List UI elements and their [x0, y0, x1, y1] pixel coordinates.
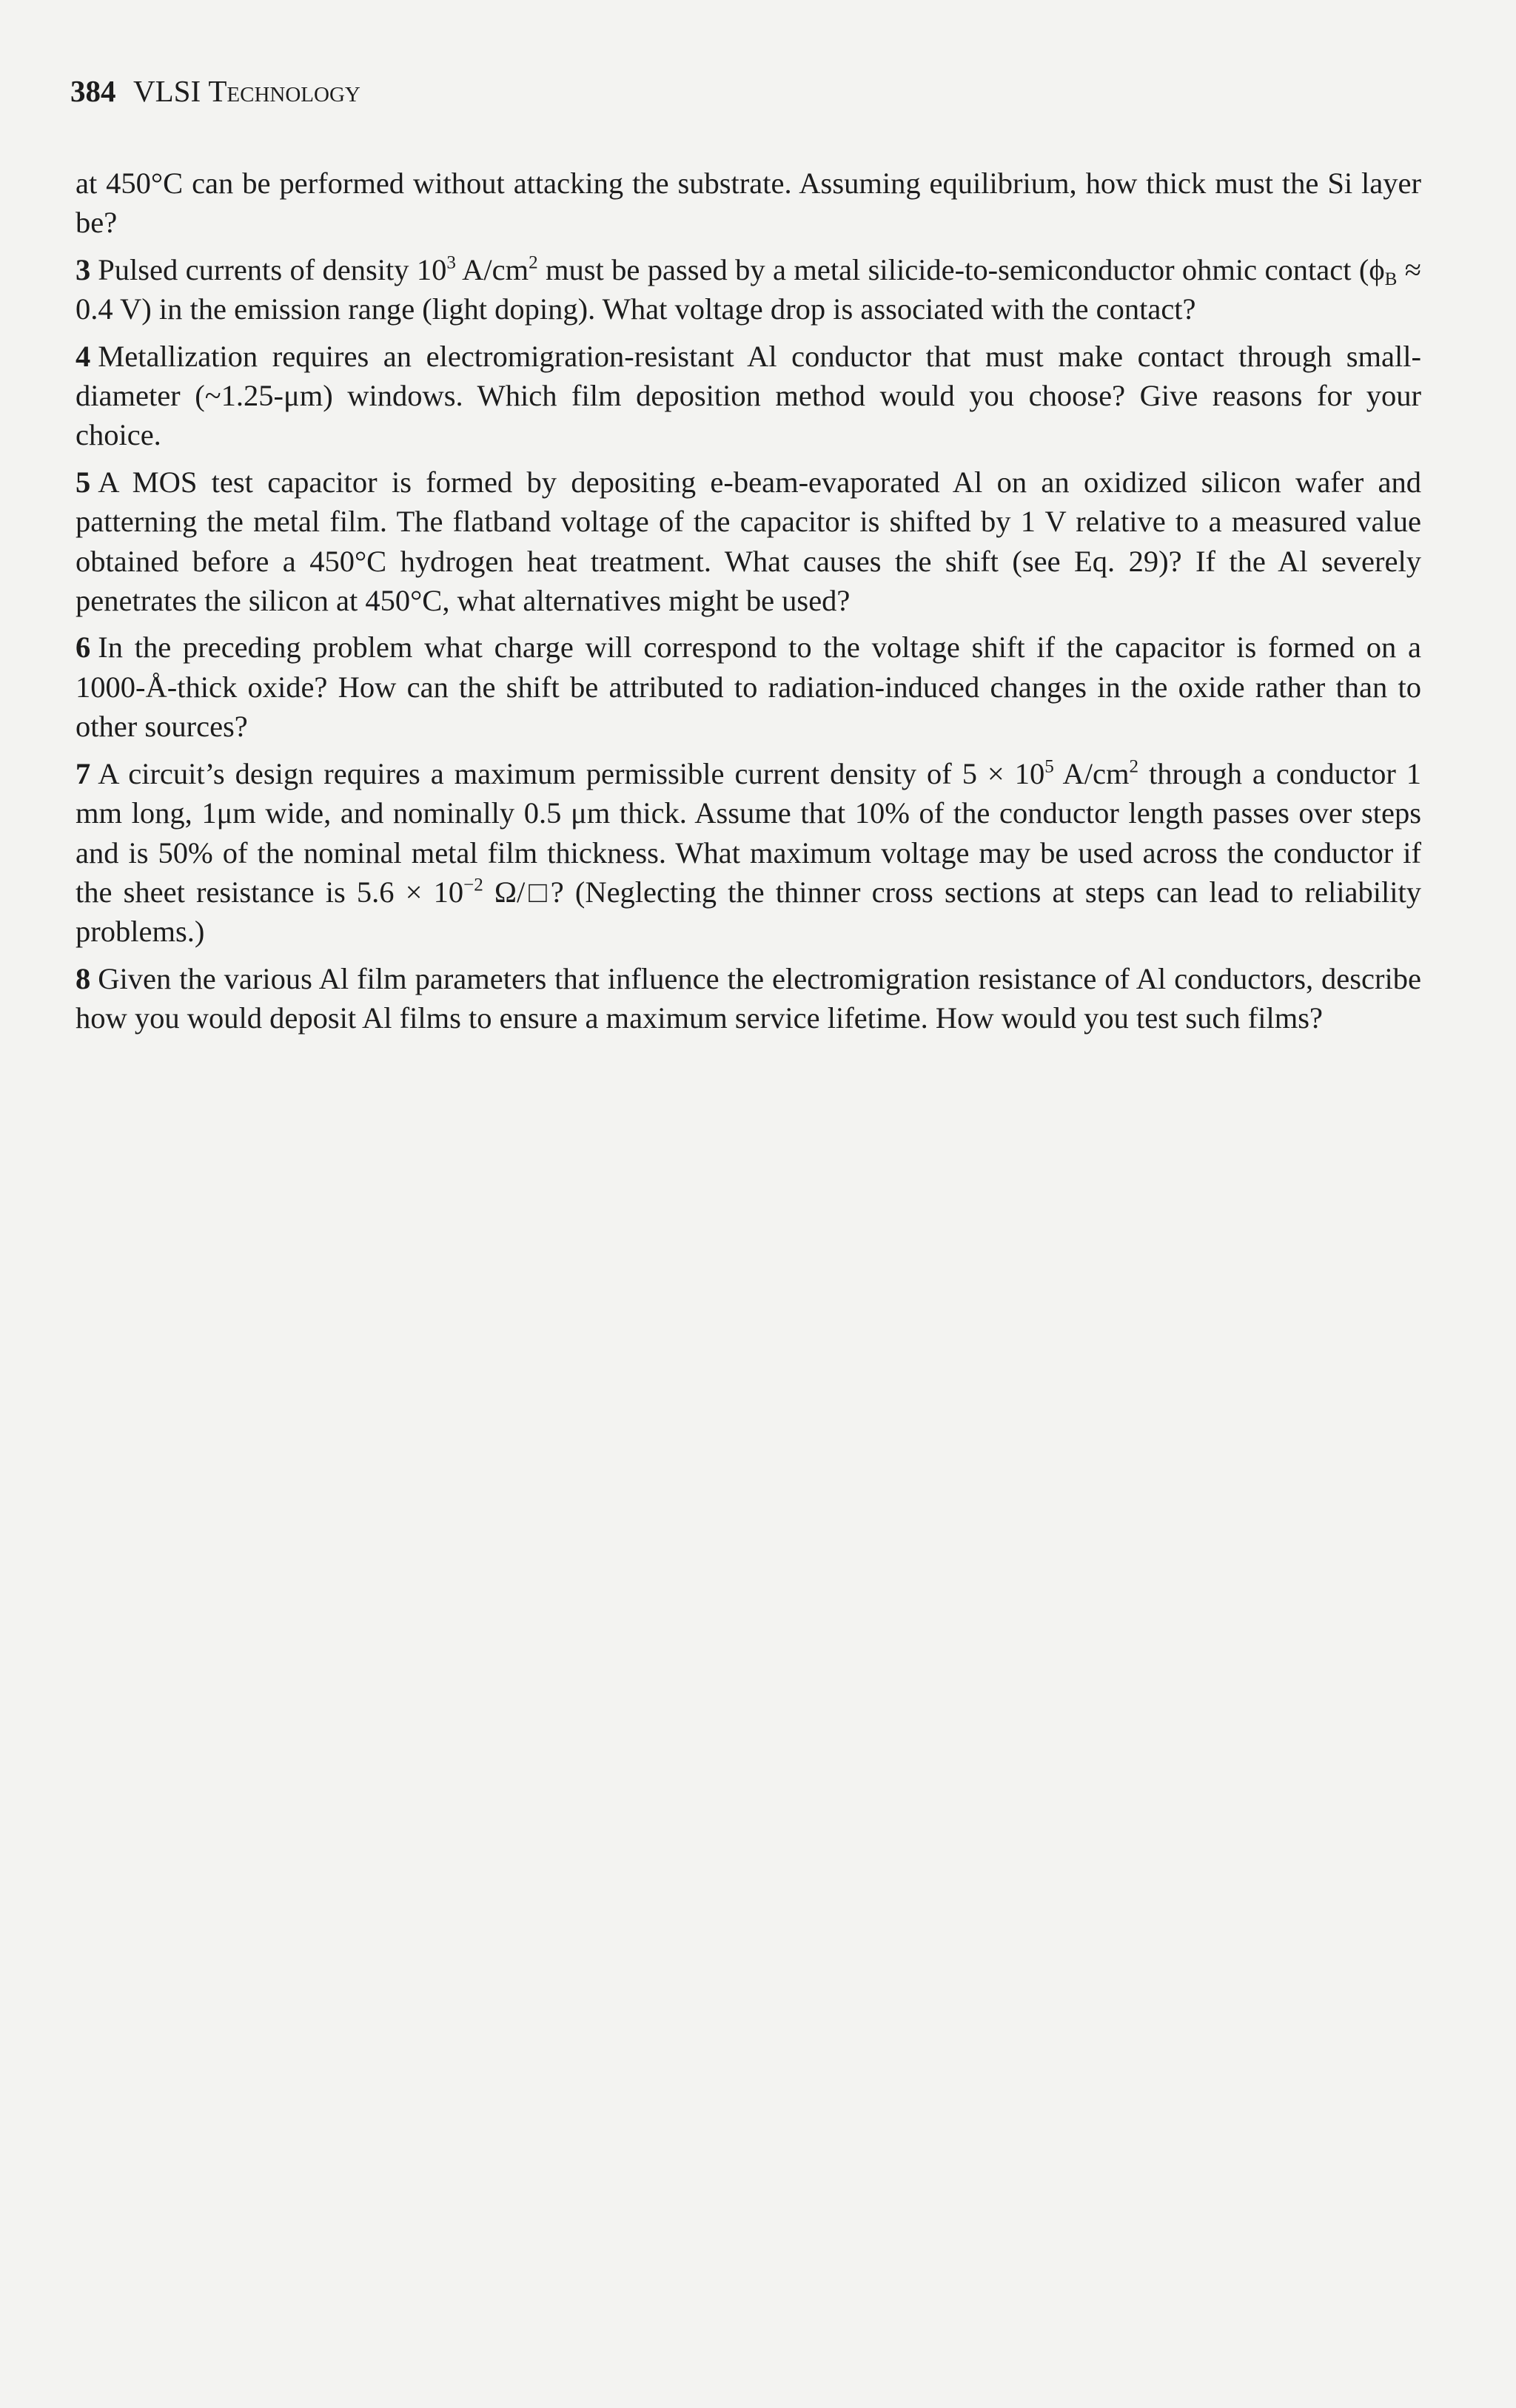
problem-number: 5	[76, 465, 91, 499]
problem-7: 7 A circuit’s design requires a maximum permissible current density of $5 \times 10^5$ $A/cm^2$ through a conductor 1 mm long, 1μm wide, and nominally 0.5 μm thick. Assume that 10% of the conductor length passes over steps and is 50% of the nominal metal film thickness. What maximum voltage may be used across the conductor if the sheet resistance is $5.6 \times 10^{-2}$ Ω/□? (Neglecting the thinner cross sections at steps can lead to reliability problems.)	[76, 756, 1422, 949]
book-title-part1: VLSI	[133, 74, 201, 108]
problem-number: 8	[76, 961, 91, 995]
problem-number: 6	[76, 630, 91, 665]
problem-text: In the preceding problem what charge will correspond to the voltage shift if the capacitor is formed on a 1000-Å-thick oxide? How can the shift be attributed to radiation-induced changes in the oxide rather than to other sources?	[76, 630, 1421, 744]
problem-3: 3 Pulsed currents of density $10^3$ $A/cm^2$ must be passed by a metal silicide-to-semiconductor ohmic contact ($\phi_B \approx 0.4$ V) in the emission range (light doping). What voltage drop is associated with the contact?	[76, 252, 1421, 326]
problem-number: 7	[76, 756, 91, 790]
book-title-part2: Technology	[208, 74, 360, 108]
running-head	[70, 70, 360, 112]
problem-number: 4	[76, 339, 91, 373]
problem-4	[76, 337, 1421, 455]
page-number: 384	[70, 74, 116, 108]
problem-8	[76, 959, 1421, 1038]
problem-list	[76, 164, 1421, 1046]
continued-problem-text: at 450°C can be performed without attacking the substrate. Assuming equilibrium, how thick must the Si layer be?	[76, 167, 1421, 240]
problem-number: 3	[76, 252, 91, 286]
problem-text: Given the various Al film parameters that influence the electromigration resistance of Al conductors, describe how you would deposit Al films to ensure a maximum service lifetime. How would you test such films?	[76, 961, 1421, 1035]
problem-text: A MOS test capacitor is formed by depositing e-beam-evaporated Al on an oxidized silicon wafer and patterning the metal film. The flatband voltage of the capacitor is shifted by 1 V relative to a measured value obtained before a 450°C hydrogen heat treatment. What causes the shift (see Eq. 29)? If the Al severely penetrates the silicon at 450°C, what alternatives might be used?	[76, 465, 1421, 618]
problem-6	[76, 628, 1421, 746]
problem-5	[76, 463, 1421, 621]
problem-text: Metallization requires an electromigration-resistant Al conductor that must make contact through small-diameter (~1.25-μm) windows. Which film deposition method would you choose? Give reasons for your choice.	[76, 339, 1421, 452]
